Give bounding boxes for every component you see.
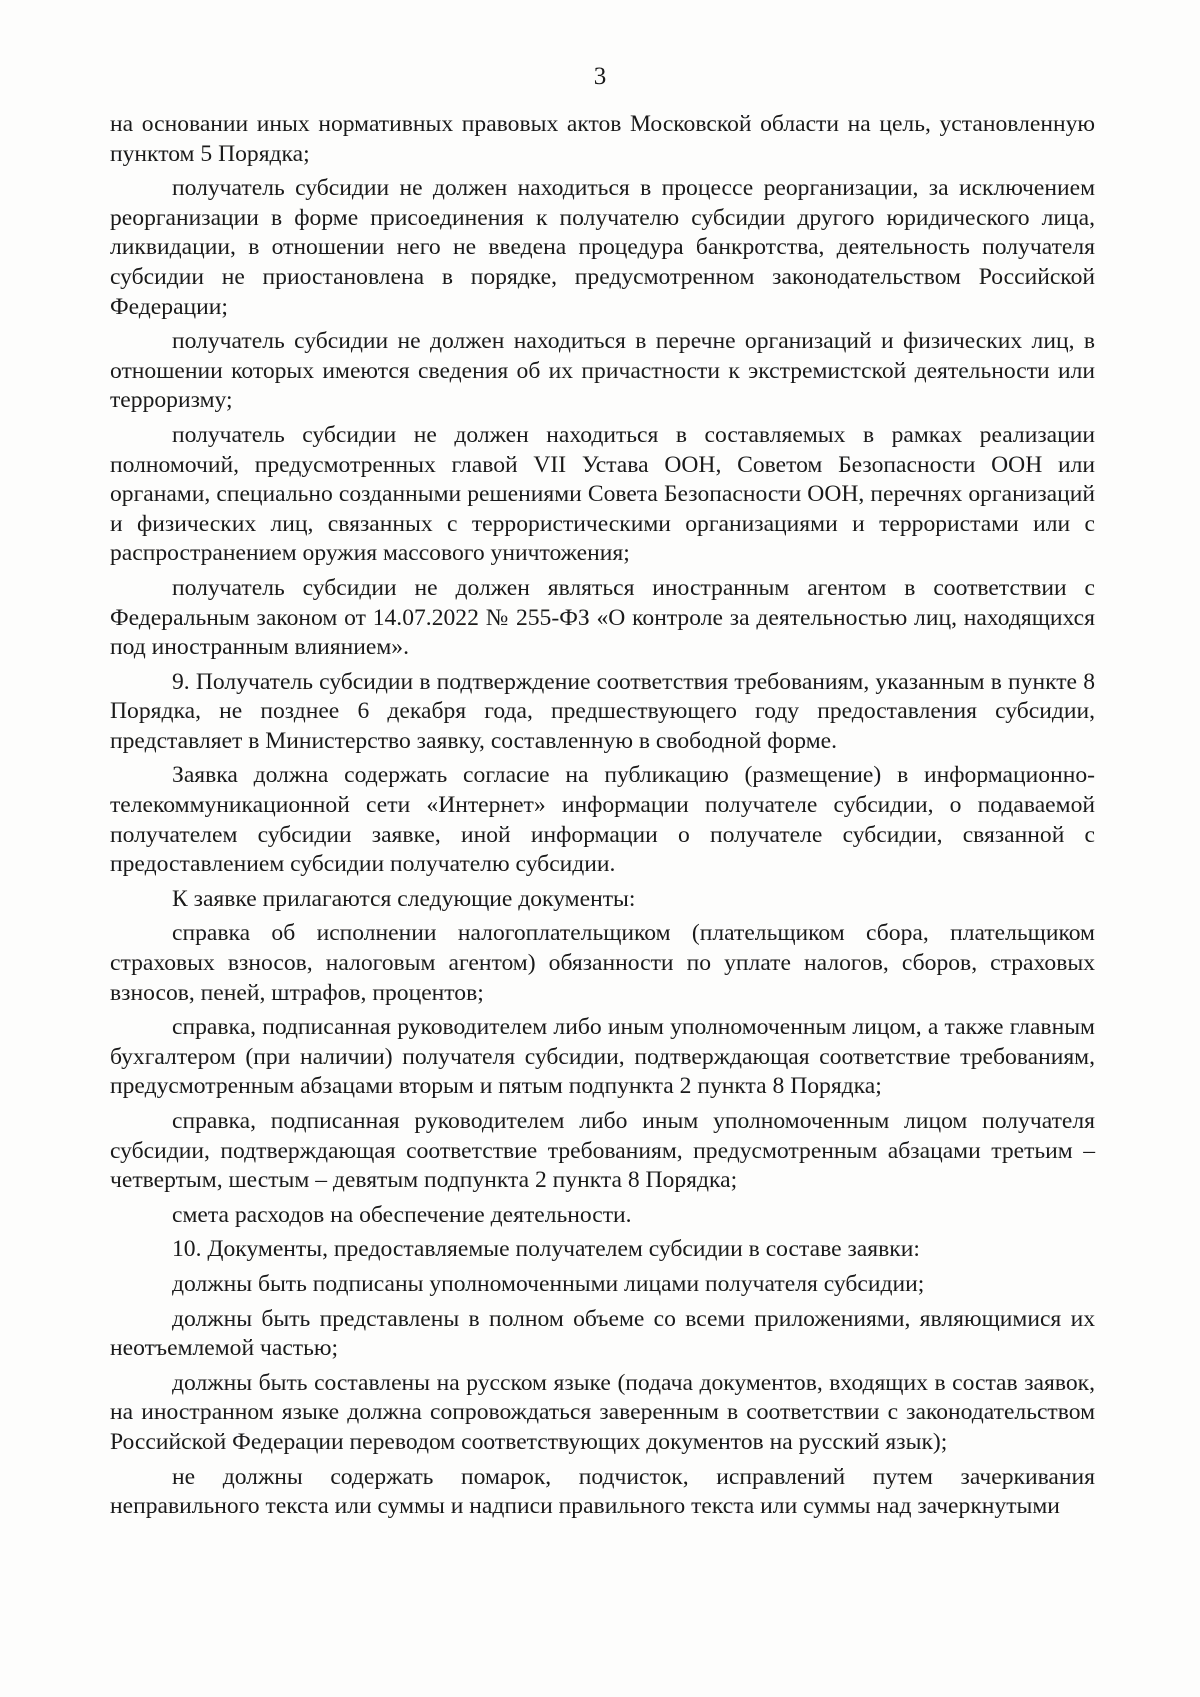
paragraph-13: 10. Документы, предоставляемые получателем субсидии в составе заявки:: [172, 1236, 920, 1263]
paragraph-1: на основании иных нормативных правовых актов Московской области на цель, установленную пунктом 5 Порядка;: [110, 111, 1095, 167]
paragraph-9: справка об исполнении налогоплательщиком (плательщиком сбора, плательщиком страховых взносов, налоговым агентом) обязанности по уплате налогов, сборов, страховых взносов, пеней, штрафов, процентов;: [110, 920, 1095, 1006]
paragraph-10: справка, подписанная руководителем либо иным уполномоченным лицом, а также главным бухгалтером (при наличии) получателя субсидии, подтверждающая соответствие требованиям, предусмотренным абзацами вторым и пятым подпункта 2 пункта 8 Порядка;: [110, 1014, 1095, 1100]
paragraph-3: получатель субсидии не должен находиться в перечне организаций и физических лиц, в отношении которых имеются сведения об их причастности к экстремистской деятельности или терроризму;: [110, 328, 1095, 414]
paragraph-8: К заявке прилагаются следующие документы:: [172, 885, 636, 912]
paragraph-14: должны быть подписаны уполномоченными лицами получателя субсидии;: [172, 1270, 925, 1297]
paragraph-2: получатель субсидии не должен находиться в процессе реорганизации, за исключением реорганизации в форме присоединения к получателю субсидии другого юридического лица, ликвидации, в отношении него не введена процедура банкротства, деятельность получателя субсидии не приостановлена в порядке, предусмотренном законодательством Российской Федерации;: [110, 175, 1095, 320]
page-number: 3: [593, 63, 607, 90]
paragraph-6: 9. Получатель субсидии в подтверждение соответствия требованиям, указанным в пункте 8 Порядка, не позднее 6 декабря года, предшествующего году предоставления субсидии, представляет в Министерство заявку, составленную в свободной форме.: [110, 668, 1095, 754]
paragraph-17: не должны содержать помарок, подчисток, исправлений путем зачеркивания неправильного текста или суммы и надписи правильного текста или суммы над зачеркнутыми: [110, 1463, 1095, 1520]
paragraph-4: получатель субсидии не должен находиться в составляемых в рамках реализации полномочий, предусмотренных главой VII Устава ООН, Советом Безопасности ООН или органами, специально созданными решениями Совета Безопасности ООН, перечнях организаций и физических лиц, связанных с террористическими организациями и террористами или с распространением оружия массового уничтожения;: [110, 421, 1095, 567]
paragraph-16: должны быть составлены на русском языке (подача документов, входящих в состав заявок, на иностранном языке должна сопровождаться заверенным в соответствии с законодательством Российской Федерации переводом соответствующих документов на русский язык);: [110, 1369, 1095, 1455]
paragraph-7: Заявка должна содержать согласие на публикацию (размещение) в информационно-телекоммуникационной сети «Интернет» информации получателе субсидии, о подаваемой получателем субсидии заявке, иной информации о получателе субсидии, связанной с предоставлением субсидии получателю субсидии.: [110, 762, 1095, 878]
paragraph-12: смета расходов на обеспечение деятельности.: [172, 1201, 632, 1228]
paragraph-15: должны быть представлены в полном объеме со всеми приложениями, являющимися их неотъемлемой частью;: [110, 1305, 1095, 1362]
document-body: [110, 110, 1095, 1527]
paragraph-11: справка, подписанная руководителем либо иным уполномоченным лицом получателя субсидии, подтверждающая соответствие требованиям, предусмотренным абзацами третьим – четвертым, шестым – девятым подпункта 2 пункта 8 Порядка;: [110, 1108, 1095, 1194]
paragraph-5: получатель субсидии не должен являться иностранным агентом в соответствии с Федеральным законом от 14.07.2022 № 255-ФЗ «О контроле за деятельностью лиц, находящихся под иностранным влиянием».: [110, 574, 1095, 661]
